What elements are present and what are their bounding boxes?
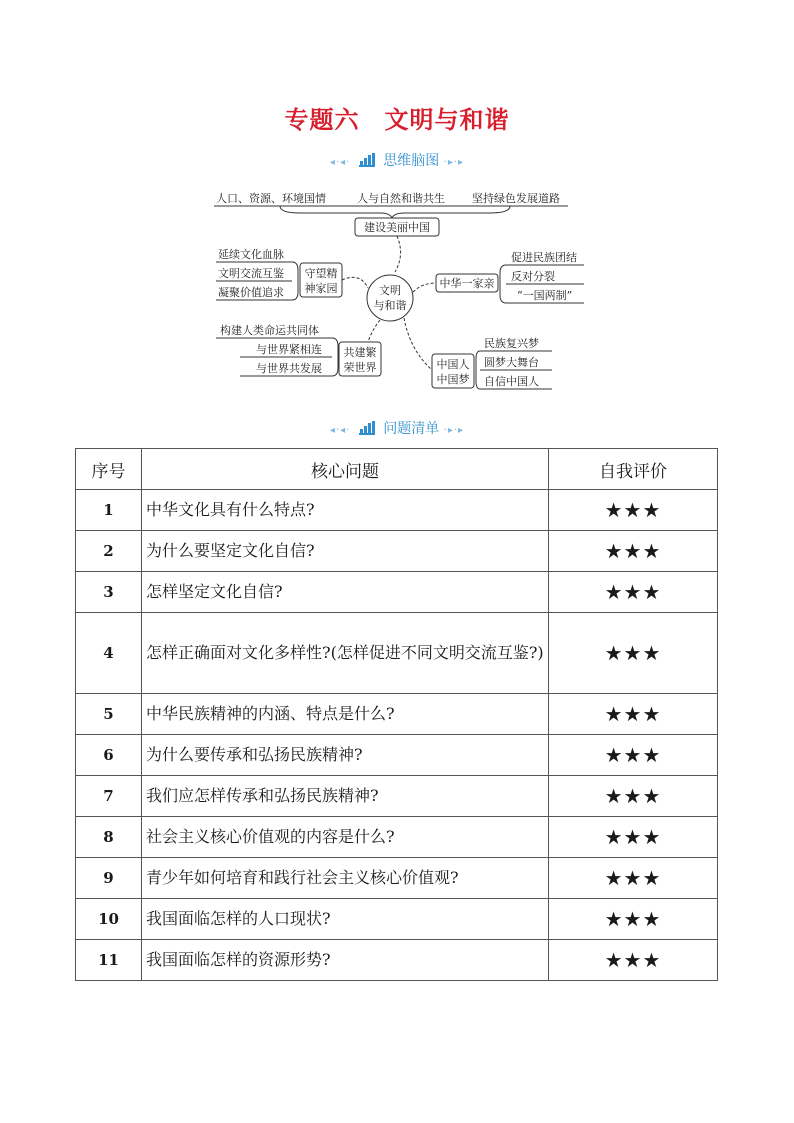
row-rating: ★★★ <box>549 531 718 572</box>
table-row <box>76 613 718 694</box>
row-number: 2 <box>76 531 142 572</box>
mindmap-bottom-left-item: 构建人类命运共同体 <box>220 324 319 337</box>
row-question: 为什么要传承和弘扬民族精神? <box>142 735 549 776</box>
row-question: 青少年如何培育和践行社会主义核心价值观? <box>142 858 549 899</box>
mindmap-top-item: 人与自然和谐共生 <box>357 192 445 205</box>
mindmap-heading-text: 思维脑图 <box>383 153 440 169</box>
row-number: 6 <box>76 735 142 776</box>
row-number: 5 <box>76 694 142 735</box>
mindmap-bottom-right-node-line1: 中国人 <box>436 358 470 371</box>
row-rating: ★★★ <box>549 613 718 694</box>
mindmap-center-line2: 与和谐 <box>373 299 407 312</box>
row-rating: ★★★ <box>549 776 718 817</box>
table-row <box>76 899 718 940</box>
mindmap-top-node: 建设美丽中国 <box>364 221 430 234</box>
row-rating: ★★★ <box>549 940 718 981</box>
table-row <box>76 694 718 735</box>
mindmap-right-node: 中华一家亲 <box>439 277 495 290</box>
row-rating: ★★★ <box>549 817 718 858</box>
table-row <box>76 490 718 531</box>
mindmap-right-item: 促进民族团结 <box>511 251 577 264</box>
bar-chart-icon <box>359 153 375 167</box>
mindmap-top-item: 坚持绿色发展道路 <box>472 192 560 205</box>
table-row <box>76 735 718 776</box>
row-number: 1 <box>76 490 142 531</box>
page-title: 专题六 文明与和谐 <box>284 106 510 134</box>
mindmap-center-line1: 文明 <box>379 284 401 297</box>
row-question: 怎样坚定文化自信? <box>142 572 549 613</box>
left-arrow-decoration-icon: ◂·◂· <box>329 157 351 168</box>
row-question: 为什么要坚定文化自信? <box>142 531 549 572</box>
header-rating: 自我评价 <box>549 449 718 490</box>
question-table <box>75 448 718 981</box>
left-arrow-decoration-icon: ◂·◂· <box>329 425 351 436</box>
table-row <box>76 776 718 817</box>
bar-chart-icon <box>359 421 375 435</box>
row-number: 7 <box>76 776 142 817</box>
right-arrow-decoration-icon: ·▸·▸ <box>443 425 465 436</box>
row-rating: ★★★ <box>549 735 718 776</box>
row-rating: ★★★ <box>549 858 718 899</box>
mindmap-right-item: “一国两制” <box>517 289 573 302</box>
table-row <box>76 817 718 858</box>
mindmap-bottom-left-node-line1: 共建繁 <box>343 346 377 359</box>
row-question: 我国面临怎样的人口现状? <box>142 899 549 940</box>
header-number: 序号 <box>76 449 142 490</box>
mindmap-left-item: 文明交流互鉴 <box>218 267 284 280</box>
mindmap-left-item: 凝聚价值追求 <box>218 286 284 299</box>
row-question: 社会主义核心价值观的内容是什么? <box>142 817 549 858</box>
mindmap-heading <box>0 150 794 170</box>
mindmap-bottom-left-item: 与世界紧相连 <box>256 343 322 356</box>
row-rating: ★★★ <box>549 490 718 531</box>
row-number: 10 <box>76 899 142 940</box>
table-header-row <box>76 449 718 490</box>
mindmap-bottom-right-item: 民族复兴梦 <box>484 337 539 350</box>
mindmap-bottom-right-item: 圆梦大舞台 <box>484 356 539 369</box>
mindmap-right-item: 反对分裂 <box>511 270 555 283</box>
mindmap-bottom-left-node-line2: 荣世界 <box>343 361 377 374</box>
mindmap-bottom-right-item: 自信中国人 <box>484 375 539 388</box>
row-rating: ★★★ <box>549 899 718 940</box>
row-number: 11 <box>76 940 142 981</box>
table-row <box>76 572 718 613</box>
row-question: 中华文化具有什么特点? <box>142 490 549 531</box>
row-question: 我们应怎样传承和弘扬民族精神? <box>142 776 549 817</box>
table-row <box>76 940 718 981</box>
row-rating: ★★★ <box>549 572 718 613</box>
row-number: 4 <box>76 613 142 694</box>
mindmap-left-item: 延续文化血脉 <box>218 248 284 261</box>
right-arrow-decoration-icon: ·▸·▸ <box>443 157 465 168</box>
mind-map <box>0 180 794 405</box>
row-question: 中华民族精神的内涵、特点是什么? <box>142 694 549 735</box>
mindmap-left-node-line1: 守望精 <box>304 267 338 280</box>
row-question: 我国面临怎样的资源形势? <box>142 940 549 981</box>
row-number: 9 <box>76 858 142 899</box>
row-question: 怎样正确面对文化多样性?(怎样促进不同文明交流互鉴?) <box>142 613 549 694</box>
mindmap-bottom-right-node-line2: 中国梦 <box>436 373 470 386</box>
mindmap-center-circle <box>367 275 413 321</box>
mindmap-top-item: 人口、资源、环境国情 <box>216 192 326 205</box>
table-row <box>76 858 718 899</box>
row-number: 3 <box>76 572 142 613</box>
row-rating: ★★★ <box>549 694 718 735</box>
mindmap-bottom-left-item: 与世界共发展 <box>256 362 322 375</box>
questions-heading <box>0 418 794 438</box>
table-row <box>76 531 718 572</box>
mindmap-left-node-line2: 神家园 <box>304 282 338 295</box>
header-question: 核心问题 <box>142 449 549 490</box>
row-number: 8 <box>76 817 142 858</box>
questions-heading-text: 问题清单 <box>383 421 440 437</box>
